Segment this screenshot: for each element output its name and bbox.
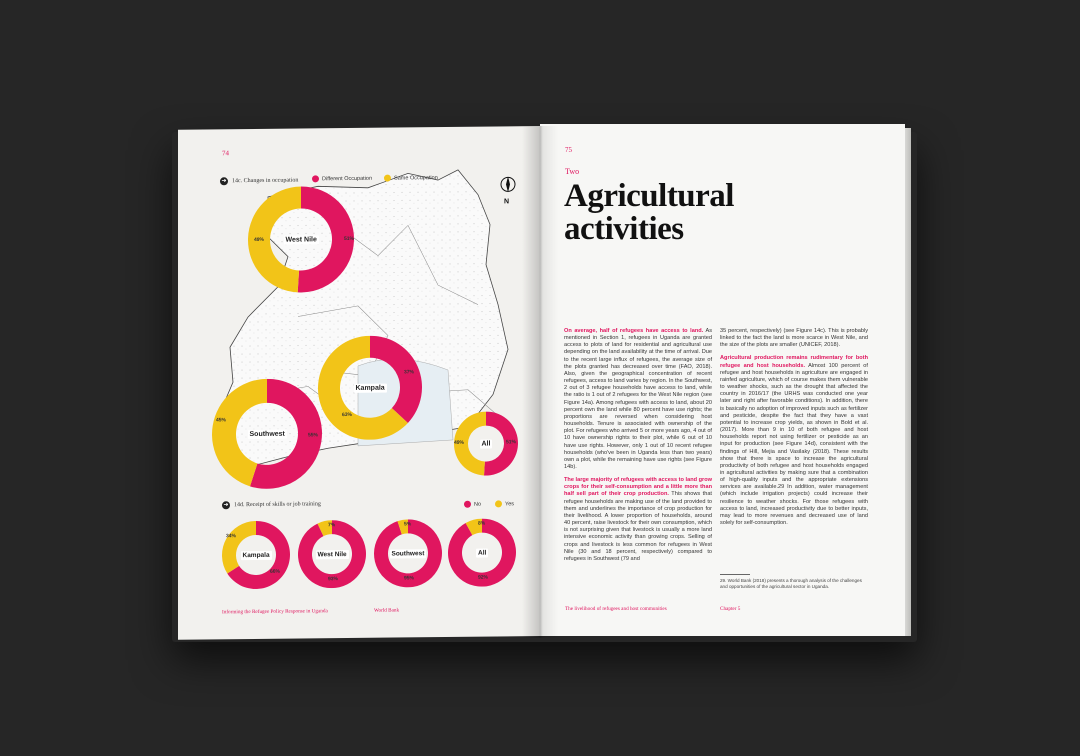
donut-percent-pink: 93% bbox=[328, 576, 339, 583]
donut-percent-yellow: 7% bbox=[328, 522, 336, 529]
pink-dot-icon bbox=[464, 501, 471, 508]
page-number-left: 74 bbox=[222, 149, 229, 158]
donut-percent-yellow: 63% bbox=[342, 411, 353, 419]
figure-14d-title: 14d. Receipt of skills or job training bbox=[234, 501, 321, 509]
donut-region-label: All bbox=[478, 549, 487, 557]
donut-region-label: All bbox=[481, 440, 491, 448]
donut-region-label: West Nile bbox=[317, 550, 347, 558]
paragraph bbox=[564, 477, 712, 563]
paragraph bbox=[720, 328, 868, 349]
yellow-dot-icon bbox=[384, 175, 391, 182]
donut-region-label: Southwest bbox=[249, 430, 285, 438]
footer-publication-title: Informing the Refugee Policy Response in Uganda bbox=[222, 608, 328, 616]
paragraph-lead: The large majority of refugees with access to land grow crops for their self-consumption and a little more than half sell part of their crop production. bbox=[564, 477, 712, 498]
donut-percent-yellow: 49% bbox=[454, 439, 465, 446]
donut-percent-pink: 92% bbox=[478, 574, 489, 581]
donut-percent-pink: 51% bbox=[344, 235, 355, 243]
donut-percent-pink: 37% bbox=[404, 369, 415, 376]
donut-west-nile bbox=[248, 186, 354, 293]
legend-14d bbox=[464, 500, 514, 508]
donut-all-training bbox=[448, 518, 516, 587]
donut-percent-yellow: 45% bbox=[216, 417, 227, 424]
donut-percent-pink: 95% bbox=[404, 575, 415, 582]
donut-percent-pink: 66% bbox=[270, 568, 281, 575]
donut-percent-yellow: 34% bbox=[226, 533, 237, 540]
footnote-divider bbox=[720, 574, 750, 575]
legend-label: Yes bbox=[505, 500, 515, 507]
compass-north-label: N bbox=[504, 198, 510, 206]
donut-all bbox=[454, 411, 518, 476]
page-stack-edge bbox=[905, 128, 911, 636]
body-column-2 bbox=[720, 328, 868, 527]
donut-percent-yellow: 49% bbox=[254, 236, 265, 243]
paragraph-body: 35 percent, respectively) (see Figure 14c). This is probably linked to the fact the land is more scarce in West Nile, and the size of the plots are smaller (UNICEF, 2018). bbox=[720, 328, 868, 349]
paragraph bbox=[720, 355, 868, 527]
paragraph-body: This shows that refugee households are making use of the land provided to them and underlines the importance of crop production for their livelihood. A lower proportion of households, around 40 percent, raise livestock for their own consumption, which is not surprising given that livestock is usually a more land intensive economic activity than growing crops. Selling of crops and livestock is less common for refugees in West Nile (30 and 18 percent, respectively) compared to refugees in Southwest (79 and bbox=[564, 491, 712, 562]
donut-region-label: West Nile bbox=[285, 235, 317, 244]
footer-chapter: Chapter 5 bbox=[720, 606, 741, 612]
donut-region-label: Kampala bbox=[355, 384, 385, 392]
donut-percent-pink: 55% bbox=[308, 432, 319, 439]
legend-label: Same Occupation bbox=[394, 174, 438, 182]
donut-southwest-training bbox=[374, 519, 442, 588]
figure-14c-title: 14c. Changes in occupation bbox=[232, 177, 299, 185]
legend-label: Different Occupation bbox=[322, 175, 373, 182]
paragraph bbox=[564, 328, 712, 471]
arrow-right-icon: ➜ bbox=[223, 502, 229, 509]
legend-item-same bbox=[384, 174, 438, 182]
paragraph-lead: Agricultural production remains rudimentary for both refugee and host households. bbox=[720, 355, 868, 369]
donut-slice-pink bbox=[370, 335, 422, 423]
legend-label: No bbox=[474, 501, 482, 508]
paragraph-body: As mentioned in Section 1, refugees in Uganda are granted access to plots of land for residential and agricultural use depending on the land availability at the time of arrival. Due to the recent large influx of refugees, the average size of the plots granted has decreased over time (FAO, 2018). Also, given the geographical concentration of recent refugees, access to land varies by region. In the Southwest, 2 out of 3 refugee households have access to land, while the ratio is 1 out of 2 refugees for the West Nile region (see Figure 14a). Among refugees with access to land, about 20 percent own the land while 80 percent have use rights; the proportions are reversed when considering host households. Tenure is associated with ownership of the plot. For refugees who arrived 5 or more years ago, 4 out of 10 have ownership rights to their plot, while 6 out of 10 have use rights. However, only 1 out of 10 recent refugee households (who've been in Uganda less than two years) own a plot, while the remaining have use rights (see Figure 14b). bbox=[564, 328, 713, 470]
right-page bbox=[540, 124, 905, 636]
footnote: 29. World Bank (2018) presents a thorough analysis of the challenges and opportunities of the agricultural sector in Uganda. bbox=[720, 578, 862, 589]
donut-slice-yellow bbox=[222, 521, 256, 574]
donut-percent-yellow: 5% bbox=[404, 521, 412, 528]
footer-section-title: The livelihood of refugees and host communities bbox=[565, 606, 667, 612]
legend-item-no bbox=[464, 501, 481, 508]
donut-southwest bbox=[212, 378, 322, 489]
left-page bbox=[178, 126, 540, 640]
donut-region-label: Southwest bbox=[391, 549, 425, 558]
legend-item-yes bbox=[495, 500, 514, 507]
legend-item-different bbox=[312, 175, 372, 183]
paragraph-body: Almost 100 percent of refugee and host households in agriculture are engaged in rainfed agriculture, which of course makes them vulnerable to weather shocks, such as the drought that affected the country in 2016/17 (the URHS was conducted one year later and right after favorable conditions). In addition, there is basically no adoption of improved inputs such as fertilizer and pesticide, despite the fact that they have a vast potential to increase crop yields, as shown in Bold et al. (2017). More than 9 in 10 of both refugee and host households report not using fertilizer or pesticide as an input for production (see Figure 14d), consistent with the findings of Hill, Mejia and Vasilaky (2018). These results show that there is space to increase the agricultural productivity of both refugee and host households engaged in agricultural activities by making sure that a combination of high-quality inputs and the appropriate extensions services are available.29 In addition, water management (which include irrigation projects) could increase their resilience to weather shocks. For those refugees with access to land, increased productivity due to better inputs, may lead to more revenues and decreased use of land solely for self-consumption. bbox=[720, 362, 868, 527]
compass-icon bbox=[498, 174, 518, 210]
legend-14c bbox=[312, 174, 438, 182]
donut-kampala bbox=[318, 335, 422, 440]
donut-kampala-training bbox=[222, 521, 290, 590]
page-headline-line2: activities bbox=[564, 211, 684, 247]
body-column-1 bbox=[564, 328, 712, 563]
donut-percent-yellow: 8% bbox=[478, 520, 486, 527]
paragraph-lead: On average, half of refugees have access to land. bbox=[564, 328, 704, 334]
yellow-dot-icon bbox=[495, 500, 502, 507]
footer-publisher: World Bank bbox=[374, 607, 400, 614]
page-headline-line1: Agricultural bbox=[564, 178, 734, 214]
arrow-right-icon: ➜ bbox=[221, 178, 227, 185]
pink-dot-icon bbox=[312, 175, 319, 182]
figure-14d-label bbox=[222, 500, 321, 509]
figure-14c-label bbox=[220, 177, 298, 186]
donut-region-label: Kampala bbox=[242, 551, 270, 559]
page-number-right: 75 bbox=[565, 146, 572, 154]
donut-percent-pink: 51% bbox=[506, 439, 517, 446]
chapter-label: Two bbox=[565, 167, 580, 176]
donut-west-nile-training bbox=[298, 520, 366, 589]
